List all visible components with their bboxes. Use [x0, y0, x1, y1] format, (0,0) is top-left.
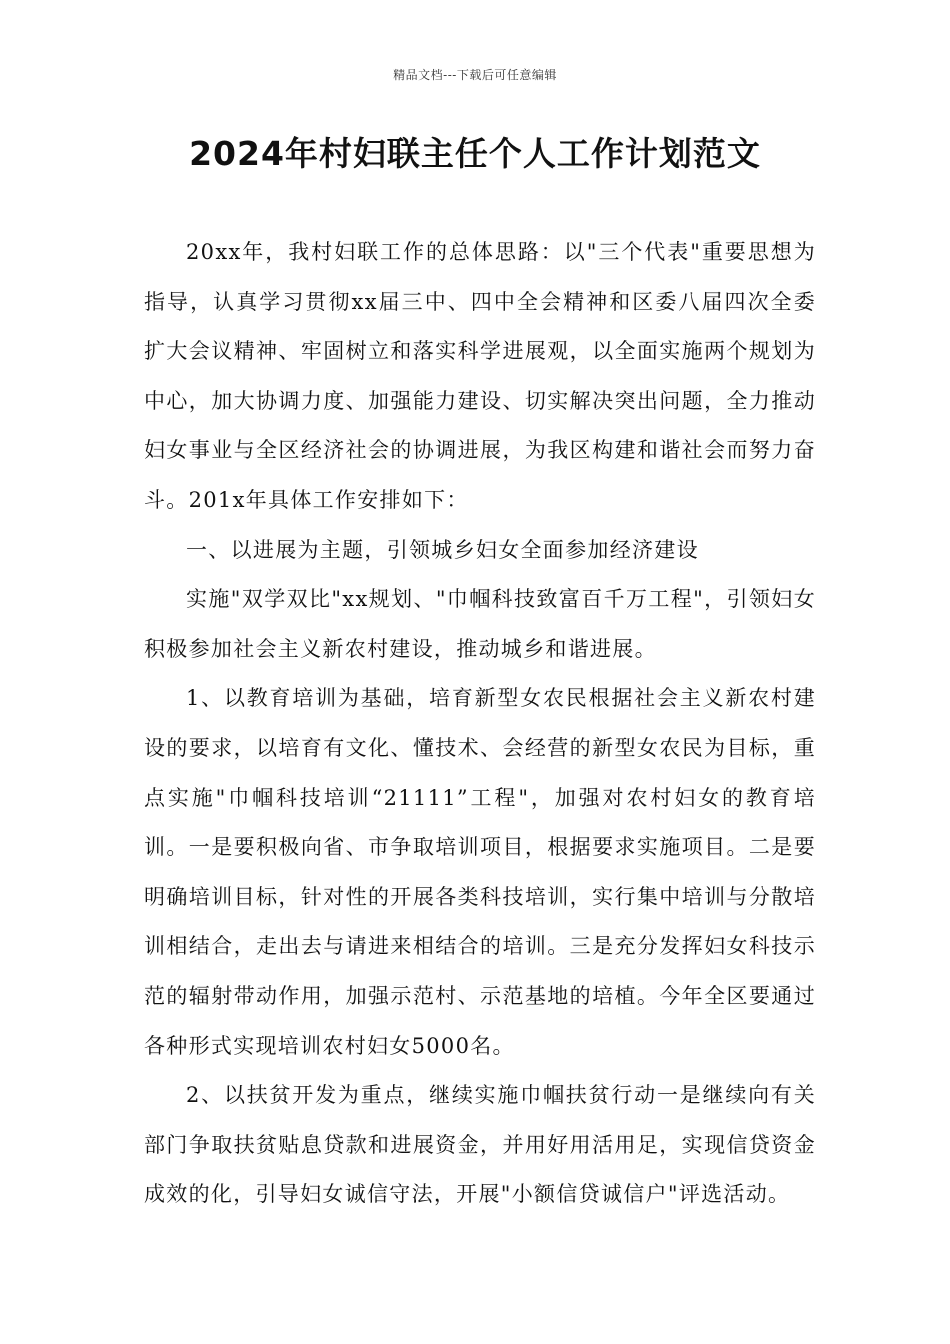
paragraph-item-2: 2、以扶贫开发为重点，继续实施巾帼扶贫行动一是继续向有关部门争取扶贫贴息贷款和进展资金，并用好用活用足，实现信贷资金成效的化，引导妇女诚信守法，开展"小额信贷诚信户"评选活动。 — [144, 1083, 816, 1207]
section-heading-1: 一、以进展为主题，引领城乡妇女全面参加经济建设 — [186, 537, 699, 562]
header-note: 精品文档---下载后可任意编辑 — [393, 68, 557, 82]
paragraph-section-1-intro: 实施"双学双比"xx规划、"巾帼科技致富百千万工程"，引领妇女积极参加社会主义新农村建设，推动城乡和谐进展。 — [144, 587, 816, 661]
document-body — [144, 228, 816, 1220]
paragraph-intro: 20xx年，我村妇联工作的总体思路：以"三个代表"重要思想为指导，认真学习贯彻xx届三中、四中全会精神和区委八届四次全委扩大会议精神、牢固树立和落实科学进展观，以全面实施两个规划为中心，加大协调力度、加强能力建设、切实解决突出问题，全力推动妇女事业与全区经济社会的协调进展，为我区构建和谐社会而努力奋斗。201x年具体工作安排如下： — [144, 240, 816, 512]
paragraph-item-1: 1、以教育培训为基础，培育新型女农民根据社会主义新农村建设的要求，以培育有文化、懂技术、会经营的新型女农民为目标，重点实施"巾帼科技培训“21111”工程"，加强对农村妇女的教育培训。一是要积极向省、市争取培训项目，根据要求实施项目。二是要明确培训目标，针对性的开展各类科技培训，实行集中培训与分散培训相结合，走出去与请进来相结合的培训。三是充分发挥妇女科技示范的辐射带动作用，加强示范村、示范基地的培植。今年全区要通过各种形式实现培训农村妇女5000名。 — [144, 686, 816, 1058]
document-title: 2024年村妇联主任个人工作计划范文 — [189, 134, 761, 173]
